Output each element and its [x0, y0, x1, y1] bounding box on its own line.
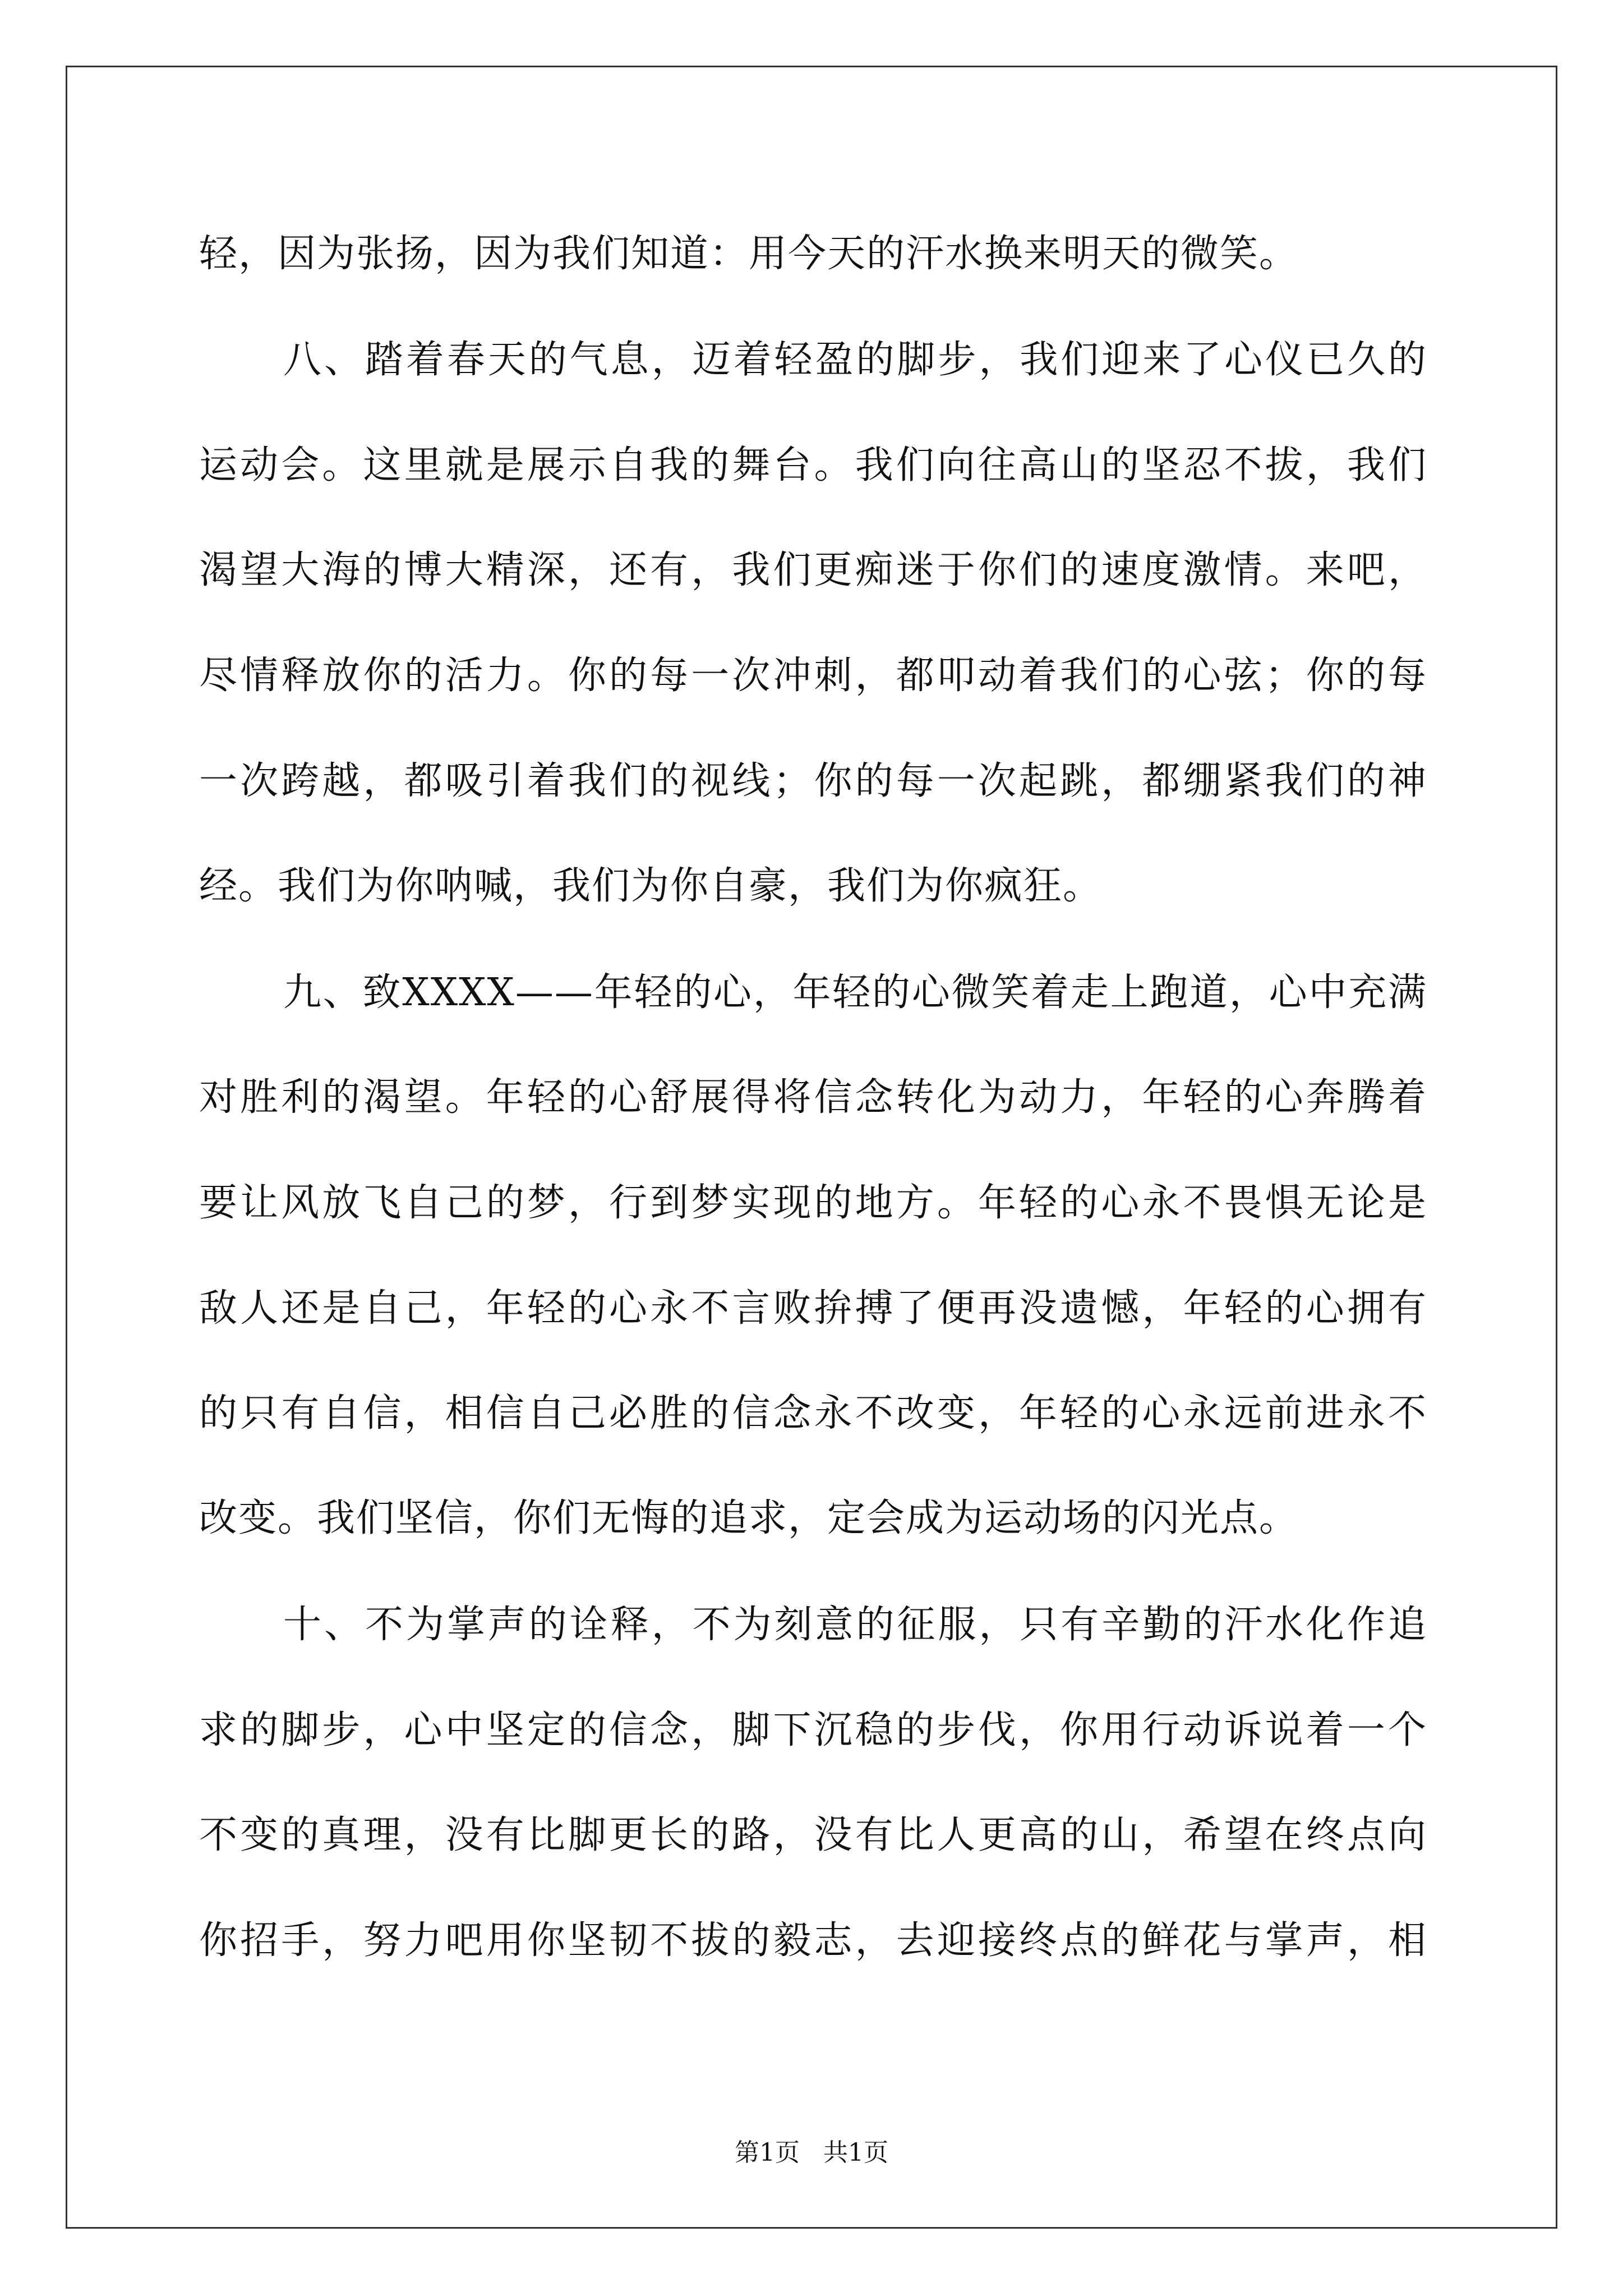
- text-line: 敌人还是自己，年轻的心永不言败拚搏了便再没遗憾，年轻的心拥有: [199, 1286, 1427, 1331]
- paragraph-8-line: 八、踏着春天的气息，迈着轻盈的脚步，我们迎来了心仪已久的: [283, 338, 1427, 382]
- paragraph-10-line: 十、不为掌声的诠释，不为刻意的征服，只有辛勤的汗水化作追: [283, 1603, 1427, 1647]
- text-line: 你招手，努力吧用你坚韧不拔的毅志，去迎接终点的鲜花与掌声，相: [199, 1918, 1427, 1963]
- text-line: 对胜利的渴望。年轻的心舒展得将信念转化为动力，年轻的心奔腾着: [199, 1075, 1427, 1120]
- text-line: 要让风放飞自己的梦，行到梦实现的地方。年轻的心永不畏惧无论是: [199, 1181, 1427, 1225]
- text-line: 的只有自信，相信自己必胜的信念永不改变，年轻的心永远前进永不: [199, 1391, 1427, 1435]
- text-line: 渴望大海的博大精深，还有，我们更痴迷于你们的速度激情。来吧，: [199, 548, 1427, 592]
- text-line: 一次跨越，都吸引着我们的视线；你的每一次起跳，都绷紧我们的神: [199, 759, 1427, 803]
- text-line: 改变。我们坚信，你们无悔的追求，定会成为运动场的闪光点。: [199, 1496, 1299, 1540]
- text-line: 轻，因为张扬，因为我们知道：用今天的汗水换来明天的微笑。: [199, 232, 1299, 276]
- text-line: 不变的真理，没有比脚更长的路，没有比人更高的山，希望在终点向: [199, 1813, 1427, 1857]
- paragraph-9-line: 九、致XXXX——年轻的心，年轻的心微笑着走上跑道，心中充满: [283, 970, 1427, 1015]
- text-line: 运动会。这里就是展示自我的舞台。我们向往高山的坚忍不拔，我们: [199, 443, 1427, 487]
- text-line: 求的脚步，心中坚定的信念，脚下沉稳的步伐，你用行动诉说着一个: [199, 1708, 1427, 1752]
- text-line: 经。我们为你呐喊，我们为你自豪，我们为你疯狂。: [199, 864, 1103, 908]
- text-line: 尽情释放你的活力。你的每一次冲刺，都叩动着我们的心弦；你的每: [199, 654, 1427, 698]
- page-number-footer: 第1页 共1页: [735, 2138, 888, 2167]
